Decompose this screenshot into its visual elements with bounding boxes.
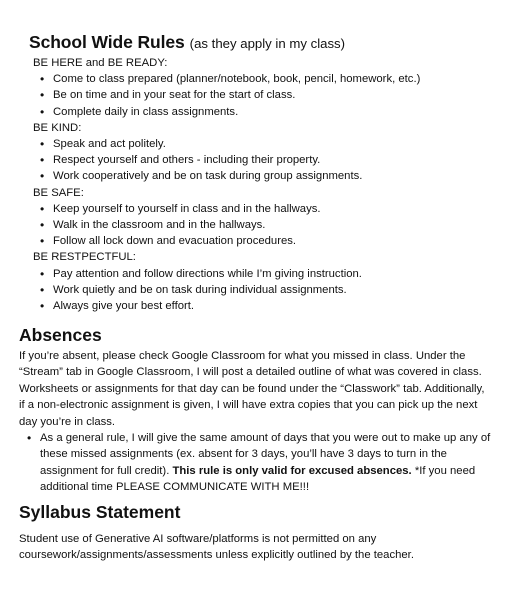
category-label: BE KIND: xyxy=(33,121,82,134)
rule-item: • Speak and act politely. xyxy=(29,136,499,152)
rules-title-line xyxy=(29,32,499,54)
rules-title: School Wide Rules xyxy=(29,32,185,52)
rule-category-be-respectful xyxy=(29,249,499,314)
rule-list xyxy=(29,136,499,185)
syllabus-section xyxy=(19,501,493,564)
rule-category-be-safe xyxy=(29,185,499,250)
rule-item: • Respect yourself and others - including their property. xyxy=(29,152,499,168)
rule-item: • Complete daily in class assignments. xyxy=(29,104,499,120)
category-label: BE HERE and BE READY: xyxy=(33,57,168,69)
category-label: BE RESTPECTFUL: xyxy=(33,251,136,264)
syllabus-heading: Syllabus Statement xyxy=(19,502,181,522)
absences-bullet-note: *If you need additional time PLEASE COMMUNICATE WITH ME!!! xyxy=(40,464,476,494)
category-label: BE SAFE: xyxy=(33,186,84,199)
rule-item: • Be on time and in your seat for the start of class. xyxy=(29,87,499,103)
rule-item: • Walk in the classroom and in the hallways. xyxy=(29,217,499,233)
bullet-dot: • xyxy=(27,431,32,446)
rule-item: • Keep yourself to yourself in class and in the hallways. xyxy=(29,201,499,217)
rule-item: • Pay attention and follow directions while I’m giving instruction. xyxy=(29,266,499,282)
absences-bullet-bold: This rule is only valid for excused absences. xyxy=(172,464,412,477)
syllabus-paragraph: Student use of Generative AI software/platforms is not permitted on any coursework/assignments/assessments unless explicitly outlined by the teacher. xyxy=(19,533,414,562)
rule-item: • Work quietly and be on task during individual assignments. xyxy=(29,282,499,298)
absences-section xyxy=(19,324,493,496)
rule-list xyxy=(29,71,499,120)
absences-paragraph: If you’re absent, please check Google Classroom for what you missed in class. Under the “Stream” tab in Google Classroom, I will post a detailed outline of what was covered in class. Worksheets or assignments for that day can be found under the “Classwork” tab. Additionally, if a non-electronic assignment is given, I will have extra copies that you can pick up the next day you’re in class. xyxy=(19,350,485,428)
rule-item: • Come to class prepared (planner/notebook, book, pencil, homework, etc.) xyxy=(29,71,499,87)
rule-item: • Follow all lock down and evacuation procedures. xyxy=(29,233,499,249)
rule-category-be-kind xyxy=(29,120,499,185)
rules-subtitle: (as they apply in my class) xyxy=(189,36,346,51)
rule-list xyxy=(29,266,499,315)
absences-bullet xyxy=(19,430,493,496)
absences-heading: Absences xyxy=(19,325,102,345)
rule-list xyxy=(29,201,499,250)
absences-bullet-text: As a general rule, I will give the same amount of days that you were out to make up any of these missed assignments (ex. absent for 3 days, you’ll have 3 days to turn in the assignment for full credit). xyxy=(40,432,491,477)
school-wide-rules-section xyxy=(29,32,499,314)
rule-item: • Always give your best effort. xyxy=(29,298,499,314)
rule-category-be-here xyxy=(29,55,499,120)
rule-item: • Work cooperatively and be on task during group assignments. xyxy=(29,168,499,184)
